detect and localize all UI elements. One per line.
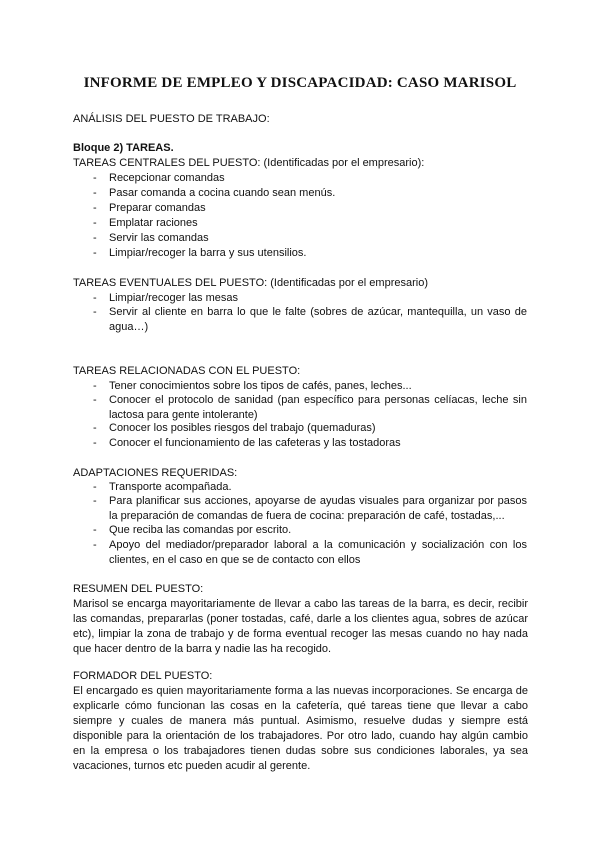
bullet-dash: - — [93, 380, 97, 392]
list-item-text: Tener conocimientos sobre los tipos de cafés, panes, leches... — [109, 380, 412, 392]
central-tasks-heading: TAREAS CENTRALES DEL PUESTO: (Identificadas por el empresario): — [73, 157, 425, 169]
list-item-text: Transporte acompañada. — [109, 481, 232, 493]
bullet-dash: - — [93, 217, 97, 229]
list-item-text: Conocer los posibles riesgos del trabajo (quemaduras) — [109, 422, 376, 434]
bullet-dash: - — [93, 481, 97, 493]
list-item-text: Apoyo del mediador/preparador laboral a la comunicación y socialización con los clientes, en el caso en que se de contacto con ellos — [109, 539, 527, 566]
bullet-dash: - — [93, 394, 97, 406]
document-title: INFORME DE EMPLEO Y DISCAPACIDAD: CASO MARISOL — [83, 75, 517, 91]
list-item-text: Que reciba las comandas por escrito. — [109, 524, 292, 536]
eventual-tasks-heading: TAREAS EVENTUALES DEL PUESTO: (Identificadas por el empresario) — [73, 277, 428, 289]
list-item-text: Servir al cliente en barra lo que le falte (sobres de azúcar, mantequilla, un vaso de agua…) — [109, 306, 527, 333]
list-item-text: Preparar comandas — [109, 202, 206, 214]
analysis-heading: ANÁLISIS DEL PUESTO DE TRABAJO: — [73, 113, 270, 125]
list-item-text: Conocer el funcionamiento de las cafeteras y las tostadoras — [109, 437, 401, 449]
list-item-text: Pasar comanda a cocina cuando sean menús. — [109, 187, 336, 199]
list-item-text: Emplatar raciones — [109, 217, 198, 229]
block-heading: Bloque 2) TAREAS. — [73, 142, 174, 154]
bullet-dash: - — [93, 422, 97, 434]
summary-heading: RESUMEN DEL PUESTO: — [73, 583, 204, 595]
bullet-dash: - — [93, 292, 97, 304]
list-item-text: Servir las comandas — [109, 232, 209, 244]
list-item-text: Para planificar sus acciones, apoyarse de ayudas visuales para organizar por pasos la preparación de comandas de fuera de cocina: preparación de café, tostadas,... — [109, 495, 527, 522]
bullet-dash: - — [93, 539, 97, 551]
adaptations-heading: ADAPTACIONES REQUERIDAS: — [73, 467, 238, 479]
related-tasks-heading: TAREAS RELACIONADAS CON EL PUESTO: — [73, 365, 301, 377]
trainer-heading: FORMADOR DEL PUESTO: — [73, 670, 213, 682]
trainer-paragraph: El encargado es quien mayoritariamente forma a las nuevas incorporaciones. Se encarga de explicarle cómo funcionan las cosas en la cafetería, qué tareas tiene que llevar a cabo siempre y cuales de manera más puntual. Asimismo, resuelve dudas y siempre está disponible para la orientación de los trabajadores. Por otro lado, cuando hay algún cambio en la empresa o los trabajadores tienen dudas sobre sus condiciones laborales, ya sea vacaciones, turnos etc pueden acudir al gerente. — [73, 685, 528, 772]
bullet-dash: - — [93, 437, 97, 449]
bullet-dash: - — [93, 232, 97, 244]
bullet-dash: - — [93, 247, 97, 259]
summary-paragraph: Marisol se encarga mayoritariamente de llevar a cabo las tareas de la barra, es decir, recibir las comandas, prepararlas (poner tostadas, café, darle a los clientes agua, sobres de azúcar etc), limpiar la zona de trabajo y de forma eventual recoger las mesas cuando no hay nada que hacer dentro de la barra y nadie las ha recogido. — [73, 598, 528, 655]
bullet-dash: - — [93, 187, 97, 199]
bullet-dash: - — [93, 495, 97, 507]
list-item-text: Conocer el protocolo de sanidad (pan específico para personas celíacas, leche sin lactosa para gente intolerante) — [109, 394, 527, 421]
list-item-text: Limpiar/recoger la barra y sus utensilios. — [109, 247, 307, 259]
list-item-text: Recepcionar comandas — [109, 172, 225, 184]
bullet-dash: - — [93, 202, 97, 214]
bullet-dash: - — [93, 172, 97, 184]
bullet-dash: - — [93, 306, 97, 318]
list-item-text: Limpiar/recoger las mesas — [109, 292, 238, 304]
bullet-dash: - — [93, 524, 97, 536]
